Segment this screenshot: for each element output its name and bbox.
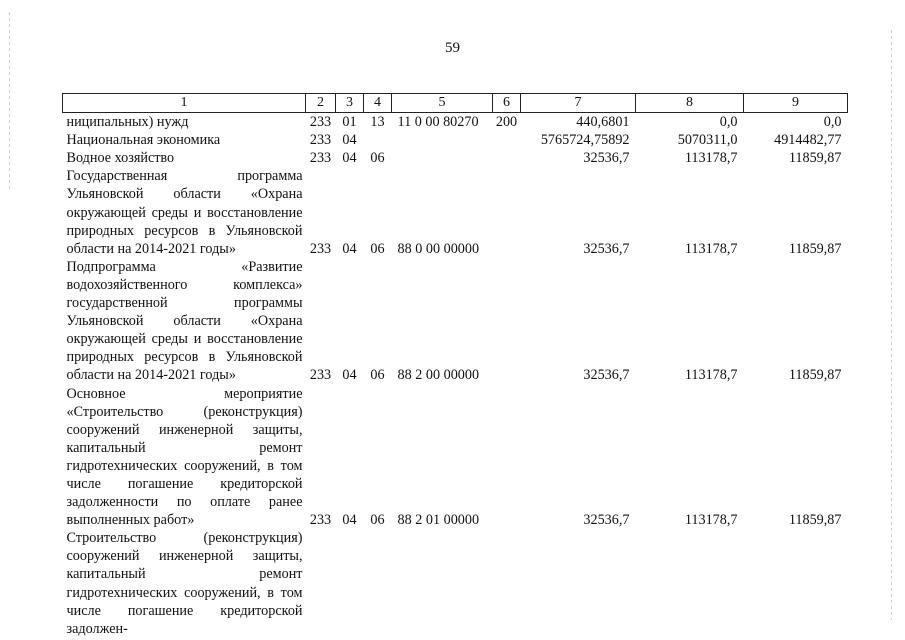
cell-amount-col7: 32536,7 — [583, 512, 630, 529]
cell-amount-col9: 11859,87 — [788, 367, 842, 384]
cell-amount-col9: 11859,87 — [788, 512, 842, 529]
cell-amount-col8: 113178,7 — [684, 512, 738, 529]
cell-section: 04 — [342, 240, 357, 257]
column-header: 5 — [392, 94, 493, 113]
column-header: 4 — [364, 94, 392, 113]
cell-amount-col9: 11859,87 — [788, 240, 842, 257]
cell-subsection: 06 — [370, 240, 385, 257]
budget-table-container — [62, 93, 847, 638]
cell-expense-type — [493, 149, 521, 167]
table-header-row — [63, 94, 848, 113]
cell-amount-col9 — [744, 529, 848, 638]
cell-ministry-code — [306, 529, 336, 638]
cell-subsection — [364, 529, 392, 638]
budget-table — [62, 93, 848, 638]
cell-subsection: 06 — [370, 367, 385, 384]
table-row — [63, 385, 848, 530]
cell-amount-col8 — [636, 529, 744, 638]
cell-target-article — [392, 131, 493, 149]
cell-target-article — [392, 149, 493, 167]
table-row — [63, 113, 848, 132]
row-name: ниципальных) нужд — [66, 114, 189, 131]
column-header: 3 — [336, 94, 364, 113]
cell-ministry-code: 233 — [309, 114, 332, 131]
cell-section: 04 — [342, 132, 357, 149]
cell-amount-col7: 440,6801 — [576, 114, 630, 131]
cell-amount-col8: 5070311,0 — [677, 132, 738, 149]
cell-target-article: 88 2 00 00000 — [397, 367, 480, 384]
page-number: 59 — [445, 40, 460, 56]
column-header: 7 — [521, 94, 636, 113]
cell-amount-col7: 32536,7 — [583, 150, 630, 167]
column-header: 8 — [636, 94, 744, 113]
cell-amount-col8: 113178,7 — [684, 367, 738, 384]
row-name: Подпрограмма «Развитие водохозяйственного комплекса» государственной программы Ульяновской области «Охрана окружающей среды и восстановление природных ресурсов в Ульяновской области на 2014-2021 годы» — [66, 258, 303, 384]
cell-expense-type: 200 — [495, 114, 518, 131]
cell-ministry-code: 233 — [309, 132, 332, 149]
cell-amount-col7: 32536,7 — [583, 240, 630, 257]
column-header: 1 — [63, 94, 306, 113]
cell-section: 04 — [342, 367, 357, 384]
cell-target-article: 88 2 01 00000 — [397, 512, 480, 529]
cell-subsection — [364, 131, 392, 149]
cell-expense-type — [493, 131, 521, 149]
table-row — [63, 529, 848, 638]
cell-ministry-code: 233 — [309, 240, 332, 257]
cell-expense-type — [493, 258, 521, 385]
cell-ministry-code: 233 — [309, 150, 332, 167]
cell-subsection: 13 — [370, 114, 385, 131]
cell-amount-col8: 113178,7 — [684, 150, 738, 167]
cell-section — [336, 529, 364, 638]
cell-expense-type — [493, 167, 521, 257]
column-header: 9 — [744, 94, 848, 113]
row-name: Основное мероприятие «Строительство (реконструкция) сооружений инженерной защиты, капитальный ремонт гидротехнических сооружений, в том числе погашение кредиторской задолженности по оплате ранее выполненных работ» — [66, 385, 303, 529]
row-name: Государственная программа Ульяновской области «Охрана окружающей среды и восстановление природных ресурсов в Ульяновской области на 2014-2021 годы» — [66, 168, 303, 257]
cell-section: 04 — [342, 150, 357, 167]
cell-amount-col7 — [521, 529, 636, 638]
cell-amount-col9: 11859,87 — [788, 150, 842, 167]
row-name: Национальная экономика — [66, 132, 221, 149]
cell-ministry-code: 233 — [309, 512, 332, 529]
cell-subsection: 06 — [370, 150, 385, 167]
scan-margin-line — [891, 30, 892, 620]
cell-amount-col9: 0,0 — [823, 114, 842, 131]
cell-expense-type — [493, 529, 521, 638]
cell-expense-type — [493, 385, 521, 530]
cell-amount-col7: 5765724,75892 — [540, 132, 630, 149]
cell-section: 01 — [342, 114, 357, 131]
cell-ministry-code: 233 — [309, 367, 332, 384]
column-header: 2 — [306, 94, 336, 113]
cell-target-article: 11 0 00 80270 — [397, 114, 479, 131]
row-name: Водное хозяйство — [66, 150, 175, 167]
cell-target-article — [392, 529, 493, 638]
cell-section: 04 — [342, 512, 357, 529]
table-row — [63, 167, 848, 257]
table-row — [63, 149, 848, 167]
scan-margin-line — [9, 12, 10, 192]
cell-amount-col9: 4914482,77 — [774, 132, 842, 149]
cell-target-article: 88 0 00 00000 — [397, 240, 480, 257]
table-row — [63, 131, 848, 149]
cell-amount-col7: 32536,7 — [583, 367, 630, 384]
table-row — [63, 258, 848, 385]
cell-subsection: 06 — [370, 512, 385, 529]
cell-amount-col8: 0,0 — [719, 114, 738, 131]
cell-amount-col8: 113178,7 — [684, 240, 738, 257]
column-header: 6 — [493, 94, 521, 113]
row-name: Строительство (реконструкция) сооружений инженерной защиты, капитальный ремонт гидротехнических сооружений, в том числе погашение кредиторской задолжен- — [66, 530, 303, 637]
